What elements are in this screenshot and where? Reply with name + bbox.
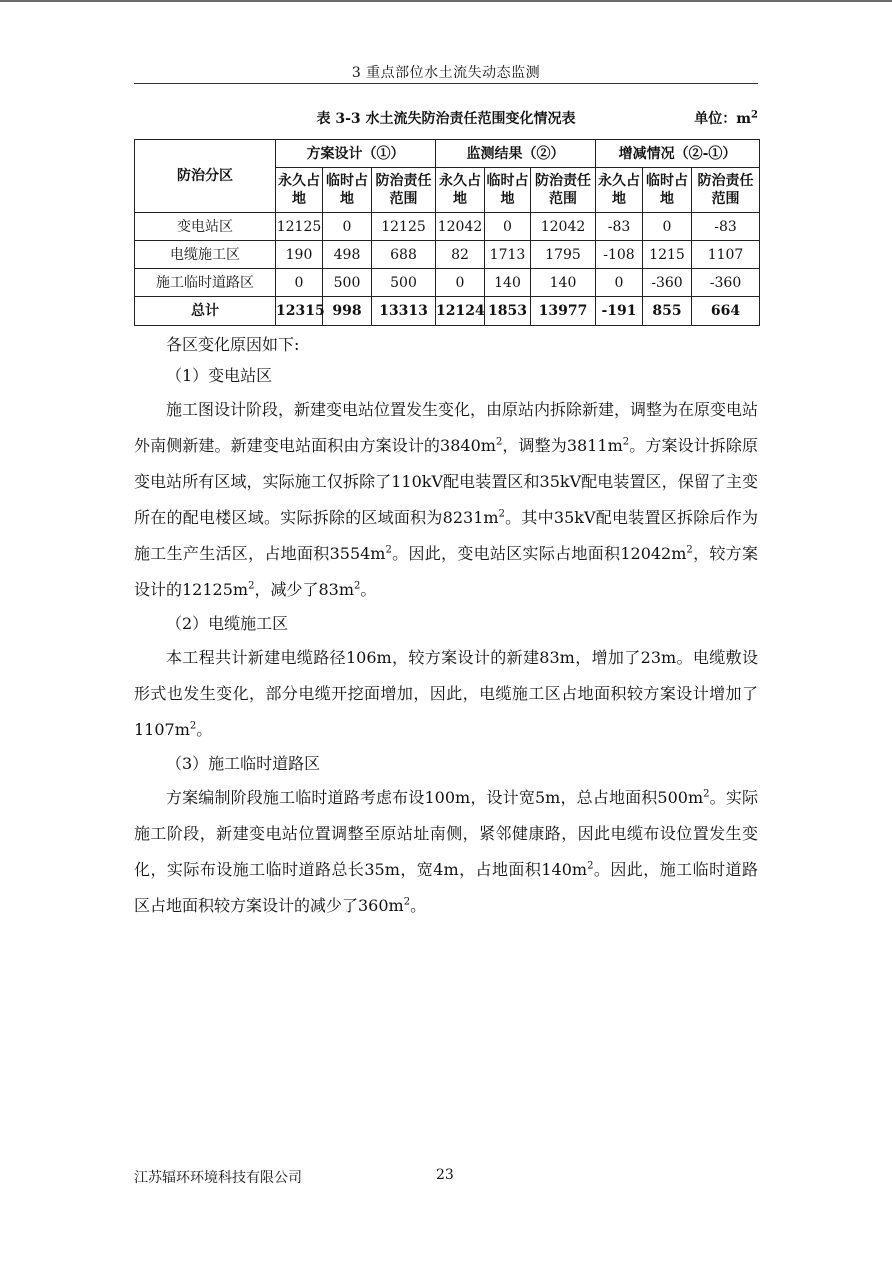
zone-cell: 施工临时道路区 <box>135 269 276 297</box>
running-header: 3 重点部位水土流失动态监测 <box>351 65 541 81</box>
table-title: 表 3-3 水土流失防治责任范围变化情况表 <box>316 111 576 127</box>
intro-paragraph: 各区变化原因如下: <box>166 335 300 354</box>
value-cell: 0 <box>276 269 323 297</box>
value-cell: 0 <box>596 269 643 297</box>
section-2-paragraph: 本工程共计新建电缆路径106m，较方案设计的新建83m，增加了23m。电缆敷设形式也发生变化，部分电缆开挖面增加，因此，电缆施工区占地面积较方案设计增加了$1107m^2$。 <box>134 648 758 739</box>
value-cell: -360 <box>643 269 692 297</box>
subheader-cell: 临时占地 <box>323 168 372 213</box>
subheader-cell: 永久占地 <box>596 168 643 213</box>
header-zone: 防治分区 <box>135 140 276 213</box>
subheader-cell: 临时占地 <box>485 168 531 213</box>
value-cell: 190 <box>276 241 323 269</box>
total-value-cell: 855 <box>643 297 692 326</box>
subheader-cell: 防治责任范围 <box>372 168 436 213</box>
value-cell: -83 <box>692 213 760 241</box>
value-cell: 12042 <box>436 213 485 241</box>
value-cell: 1215 <box>643 241 692 269</box>
value-cell: -83 <box>596 213 643 241</box>
total-value-cell: -191 <box>596 297 643 326</box>
subheader-cell: 防治责任范围 <box>531 168 596 213</box>
value-cell: 1713 <box>485 241 531 269</box>
subheader-cell: 临时占地 <box>643 168 692 213</box>
section-2-title: （2）电缆施工区 <box>166 614 289 633</box>
subheader-cell: 永久占地 <box>436 168 485 213</box>
value-cell: 12125 <box>372 213 436 241</box>
header-group-plan: 方案设计（①） <box>276 140 436 168</box>
page-top-border <box>0 0 892 2</box>
table-caption <box>134 108 758 128</box>
value-cell: 688 <box>372 241 436 269</box>
value-cell: 140 <box>485 269 531 297</box>
value-cell: 12125 <box>276 213 323 241</box>
value-cell: -360 <box>692 269 760 297</box>
zone-cell: 电缆施工区 <box>135 241 276 269</box>
total-value-cell: 1853 <box>485 297 531 326</box>
total-row <box>135 297 760 326</box>
value-cell: 498 <box>323 241 372 269</box>
footer-company: 江苏辐环环境科技有限公司 <box>134 1170 302 1186</box>
value-cell: 82 <box>436 241 485 269</box>
value-cell: 0 <box>323 213 372 241</box>
header-group-change: 增减情况（②-①） <box>596 140 760 168</box>
section-1-title: （1）变电站区 <box>166 366 273 385</box>
value-cell: 0 <box>643 213 692 241</box>
subheader-cell: 永久占地 <box>276 168 323 213</box>
value-cell: 0 <box>485 213 531 241</box>
section-1-paragraph: 施工图设计阶段，新建变电站位置发生变化，由原站内拆除新建，调整为在原变电站外南侧新建。新建变电站面积由方案设计的$3840m^2$，调整为$3811m^2$。方案设计拆除原变电站所有区域，实际施工仅拆除了110kV配电装置区和35kV配电装置区，保留了主变所在的配电楼区域。实际拆除的区域面积为$8231m^2$。其中35kV配电装置区拆除后作为施工生产生活区，占地面积$3554m^2$。因此，变电站区实际占地面积$12042m^2$，较方案设计的$12125m^2$，减少了$83m^2$。 <box>134 400 759 599</box>
value-cell: -108 <box>596 241 643 269</box>
table-unit: 单位：$m^2$ <box>694 109 758 127</box>
total-value-cell: 12124 <box>436 297 485 326</box>
total-value-cell: 998 <box>323 297 372 326</box>
header-rule <box>134 83 758 84</box>
section-3-title: （3）施工临时道路区 <box>166 754 321 773</box>
total-value-cell: 664 <box>692 297 760 326</box>
value-cell: 500 <box>323 269 372 297</box>
subheader-cell: 防治责任范围 <box>692 168 760 213</box>
section-3-paragraph: 方案编制阶段施工临时道路考虑布设100m，设计宽5m，总占地面积$500m^2$。实际施工阶段，新建变电站位置调整至原站址南侧，紧邻健康路，因此电缆布设位置发生变化，实际布设施工临时道路总长35m，宽4m，占地面积$140m^2$。因此，施工临时道路区占地面积较方案设计的减少了$360m^2$。 <box>134 788 758 915</box>
total-label: 总计 <box>135 297 276 326</box>
value-cell: 0 <box>436 269 485 297</box>
value-cell: 500 <box>372 269 436 297</box>
value-cell: 12042 <box>531 213 596 241</box>
header-group-monitor: 监测结果（②） <box>436 140 596 168</box>
value-cell: 140 <box>531 269 596 297</box>
total-value-cell: 13313 <box>372 297 436 326</box>
responsibility-range-table <box>134 139 760 326</box>
table-row <box>135 213 760 241</box>
page-number: 23 <box>436 1167 454 1183</box>
value-cell: 1107 <box>692 241 760 269</box>
total-value-cell: 13977 <box>531 297 596 326</box>
table-row <box>135 241 760 269</box>
zone-cell: 变电站区 <box>135 213 276 241</box>
body-text <box>134 330 758 924</box>
table-row <box>135 269 760 297</box>
value-cell: 1795 <box>531 241 596 269</box>
total-value-cell: 12315 <box>276 297 323 326</box>
